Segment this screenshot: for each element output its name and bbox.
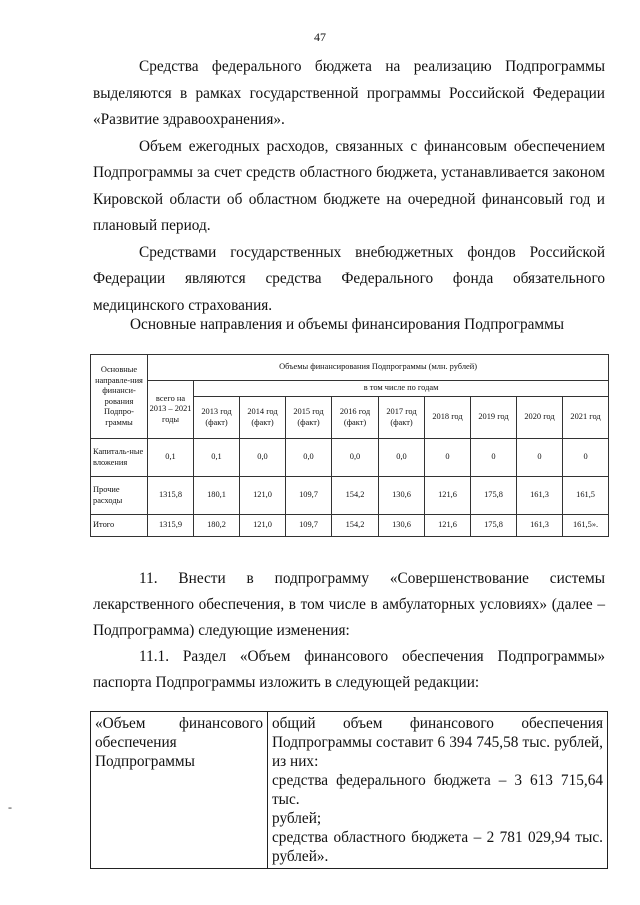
paragraph: 11.1. Раздел «Объем финансового обеспечения Подпрограммы» паспорта Подпрограммы изложить в следующей редакции: (93, 648, 605, 691)
passport-value-line: средства областного бюджета – 2 781 029,94 тыс. (272, 829, 603, 846)
table-year-header: 2019 год (471, 397, 517, 439)
table-cell: 0,1 (194, 439, 240, 477)
table-cell: 0,0 (240, 439, 286, 477)
passport-value-line: средства федерального бюджета – 3 613 715,64 тыс. (272, 772, 603, 808)
table-cell: 154,2 (332, 515, 379, 537)
passport-value-line: рублей; (272, 810, 322, 827)
table-year-header: 2015 год (факт) (286, 397, 332, 439)
table-top-header: Объемы финансирования Подпрограммы (млн. рублей) (148, 355, 609, 381)
table-cell: 1315,9 (148, 515, 194, 537)
table-year-header: 2017 год (факт) (379, 397, 425, 439)
passport-value-line: рублей». (272, 848, 329, 865)
table-cell: 0,1 (148, 439, 194, 477)
table-cell: 175,8 (471, 477, 517, 515)
table-row (91, 477, 609, 515)
table-cell: 1315,8 (148, 477, 194, 515)
table-cell: 109,7 (286, 515, 332, 537)
table-cell: 121,6 (425, 515, 471, 537)
table-caption: Основные направления и объемы финансирования Подпрограммы (130, 316, 565, 333)
page-number: 47 (314, 30, 326, 44)
table-year-header: 2014 год (факт) (240, 397, 286, 439)
table-cell: 161,3 (517, 477, 563, 515)
table-cell: 0 (471, 439, 517, 477)
table-row (91, 439, 609, 477)
table-cell: 161,3 (517, 515, 563, 537)
table-row-label: Прочие расходы (91, 477, 148, 515)
table-cell: 109,7 (286, 477, 332, 515)
body-text-bottom (93, 566, 605, 696)
table-total-header: всего на 2013 – 2021 годы (148, 381, 194, 439)
table-year-header: 2020 год (517, 397, 563, 439)
table-row-label: Итого (91, 515, 148, 537)
table-cell: 0 (517, 439, 563, 477)
table-cell: 0 (425, 439, 471, 477)
passport-value-cell (268, 712, 608, 869)
passport-value-line: общий объем финансового обеспечения (272, 715, 603, 732)
table-cell: 161,5 (563, 477, 609, 515)
table-year-header: 2013 год (факт) (194, 397, 240, 439)
table-year-header: 2021 год (563, 397, 609, 439)
table-cell: 0 (563, 439, 609, 477)
table-cell: 121,0 (240, 477, 286, 515)
table-cell: 154,2 (332, 477, 379, 515)
table-cell: 121,6 (425, 477, 471, 515)
paragraph: Средствами государственных внебюджетных фондов Российской Федерации являются средства Федерального фонда обязательного медицинского страхования. (93, 243, 605, 314)
table-cell: 121,0 (240, 515, 286, 537)
passport-label-line: Подпрограммы (95, 753, 195, 770)
table-cell: 0,0 (286, 439, 332, 477)
table-corner-header: Основные направле-ния финанси-рования Подпро-граммы (91, 355, 148, 439)
table-years-group-header: в том числе по годам (194, 381, 609, 397)
table-cell: 130,6 (379, 515, 425, 537)
table-row-label: Капиталь-ные вложения (91, 439, 148, 477)
paragraph: Объем ежегодных расходов, связанных с финансовым обеспечением Подпрограммы за счет средств областного бюджета, устанавливается законом Кировской области об областном бюджете на очередной финансовый год и плановый период. (93, 137, 605, 234)
table-year-header: 2018 год (425, 397, 471, 439)
table-cell: 161,5». (563, 515, 609, 537)
paragraph: 11. Внести в подпрограмму «Совершенствование системы лекарственного обеспечения, в том числе в амбулаторных условиях» (далее – Подпрограмма) следующие изменения: (93, 570, 605, 639)
passport-table (90, 711, 608, 869)
table-cell: 130,6 (379, 477, 425, 515)
passport-label-line: обеспечения (95, 734, 177, 751)
financing-table (90, 354, 609, 537)
table-row (91, 712, 608, 869)
table-cell: 180,2 (194, 515, 240, 537)
table-cell: 0,0 (379, 439, 425, 477)
passport-value-line: Подпрограммы составит 6 394 745,58 тыс. рублей, (272, 734, 603, 751)
paragraph: Средства федерального бюджета на реализацию Подпрограммы выделяются в рамках государственной программы Российской Федерации «Развитие здравоохранения». (93, 58, 605, 128)
table-cell: 180,1 (194, 477, 240, 515)
passport-label-line: «Объем финансового (95, 715, 263, 732)
body-text-top (93, 54, 605, 319)
passport-value-line: из них: (272, 753, 319, 770)
margin-mark: - (8, 800, 12, 814)
passport-label-cell (91, 712, 268, 869)
table-cell: 175,8 (471, 515, 517, 537)
table-year-header: 2016 год (факт) (332, 397, 379, 439)
table-row (91, 515, 609, 537)
table-cell: 0,0 (332, 439, 379, 477)
